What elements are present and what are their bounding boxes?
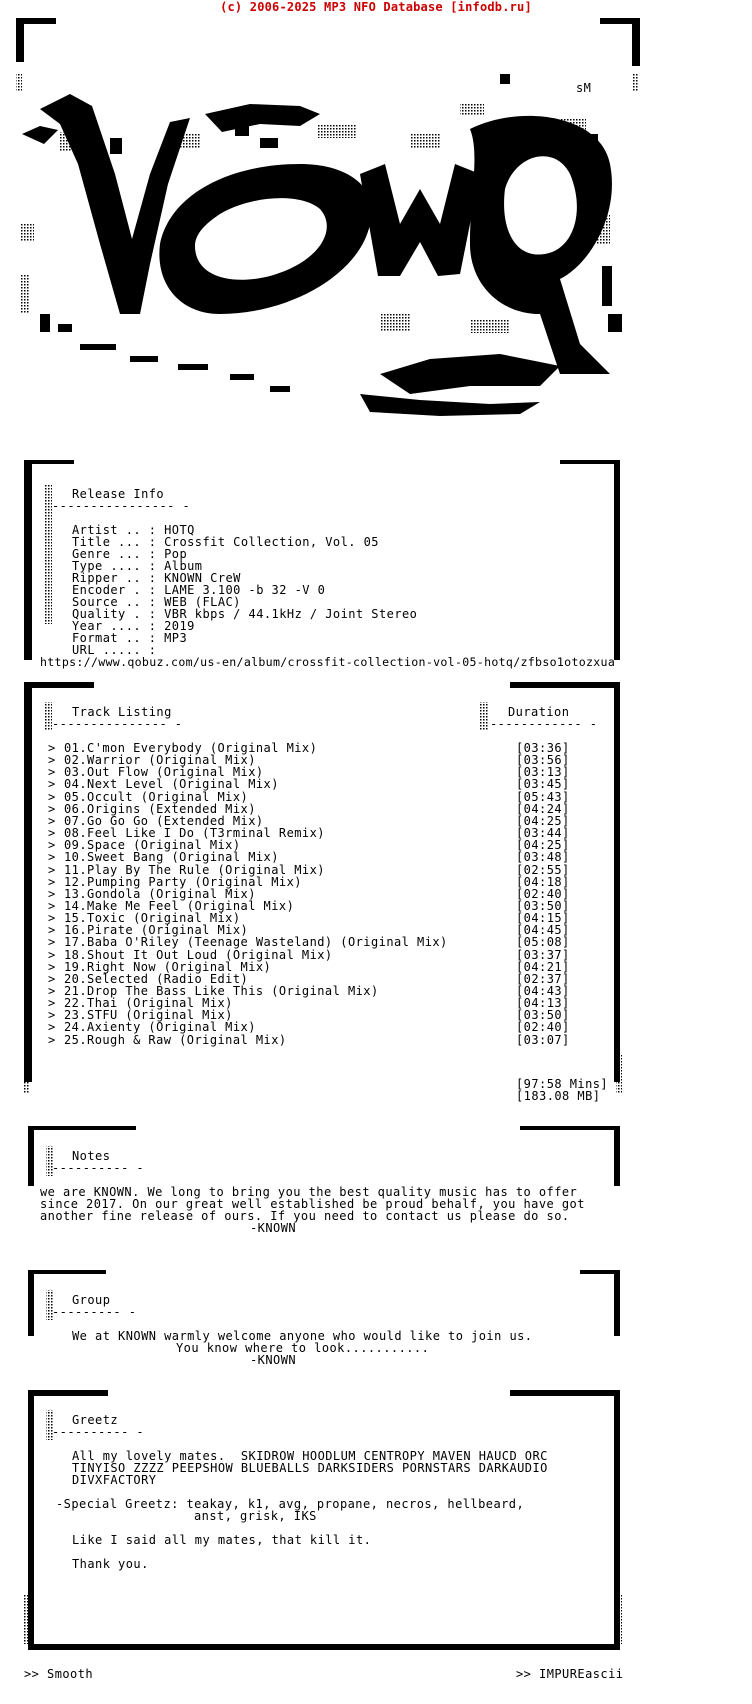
track-name: 25.Rough & Raw (Original Mix)	[64, 1032, 287, 1047]
track-duration: [03:56]	[516, 753, 570, 768]
track-name: 21.Drop The Bass Like This (Original Mix)	[64, 984, 379, 998]
track-bullet: >	[48, 1020, 56, 1035]
notes-line-3: another fine release of ours. If you need to contact us please do so.	[40, 1209, 570, 1223]
total-size: [183.08 MB]	[516, 1089, 601, 1103]
track-bullet: >	[48, 1008, 56, 1023]
track-bullet: >	[48, 898, 56, 913]
release-info-title: Release Info	[72, 487, 165, 501]
track-bullet: >	[48, 753, 56, 768]
release-info-encoder: Encoder . : LAME 3.100 -b 32 -V 0	[72, 583, 326, 597]
track-name: 22.Thai (Original Mix)	[64, 996, 233, 1011]
track-name: 02.Warrior (Original Mix)	[64, 753, 256, 768]
track-duration: [05:43]	[516, 789, 570, 804]
track-bullet: >	[48, 777, 56, 792]
notes-line-2: since 2017. On our great well established be proud behalf, you have got	[40, 1197, 585, 1211]
track-bullet: >	[48, 741, 56, 755]
track-duration: [03:36]	[516, 741, 570, 755]
track-bullet: >	[48, 984, 56, 998]
group-line-1: We at KNOWN warmly welcome anyone who would like to join us.	[72, 1329, 533, 1343]
track-duration: [03:07]	[516, 1032, 570, 1047]
track-bullet: >	[48, 911, 56, 926]
track-bullet: >	[48, 862, 56, 877]
track-duration: [04:13]	[516, 996, 570, 1011]
track-name: 01.C'mon Everybody (Original Mix)	[64, 741, 318, 755]
greetz-outro: Like I said all my mates, that kill it.	[72, 1533, 372, 1547]
track-duration: [02:37]	[516, 971, 570, 986]
release-info-genre: Genre ... : Pop	[72, 547, 188, 561]
track-bullet: >	[48, 923, 56, 938]
logo-tag: sM	[576, 81, 592, 95]
site-header: (c) 2006-2025 MP3 NFO Database [infodb.ru]	[220, 0, 532, 14]
greetz-line-2: TINYISO ZZZZ PEEPSHOW BLUEBALLS DARKSIDERS PORNSTARS DARKAUDIO	[72, 1461, 548, 1475]
track-name: 05.Occult (Original Mix)	[64, 789, 249, 804]
release-info-source: Source .. : WEB (FLAC)	[72, 595, 241, 609]
track-bullet: >	[48, 789, 56, 804]
frame-group	[28, 1270, 620, 1336]
track-name: 17.Baba O'Riley (Teenage Wasteland) (Original Mix)	[64, 935, 448, 950]
greetz-line-1: All my lovely mates. SKIDROW HOODLUM CENTROPY MAVEN HAUCD ORC	[72, 1449, 548, 1463]
track-bullet: >	[48, 874, 56, 889]
track-duration: [02:40]	[516, 886, 570, 901]
duration-title: Duration	[508, 705, 570, 719]
group-underline: --------- -	[52, 1305, 137, 1319]
track-name: 09.Space (Original Mix)	[64, 838, 241, 853]
track-name: 16.Pirate (Original Mix)	[64, 923, 249, 938]
track-name: 04.Next Level (Original Mix)	[64, 777, 279, 792]
track-name: 10.Sweet Bang (Original Mix)	[64, 850, 279, 865]
track-name: 23.STFU (Original Mix)	[64, 1008, 233, 1023]
group-title: Group	[72, 1293, 111, 1307]
track-duration: [03:13]	[516, 765, 570, 780]
track-listing-underline: --------------- -	[52, 717, 183, 731]
track-duration: [05:08]	[516, 935, 570, 950]
track-name: 14.Make Me Feel (Original Mix)	[64, 898, 295, 913]
track-duration: [04:24]	[516, 801, 570, 816]
track-name: 13.Gondola (Original Mix)	[64, 886, 256, 901]
track-name: 07.Go Go Go (Extended Mix)	[64, 813, 264, 828]
duration-underline: ------------ -	[490, 717, 598, 731]
track-duration: [03:45]	[516, 777, 570, 792]
nfo-document	[0, 14, 752, 1704]
frame-notes	[28, 1126, 620, 1186]
group-line-2: You know where to look...........	[176, 1341, 430, 1355]
track-name: 19.Right Now (Original Mix)	[64, 959, 272, 974]
track-duration: [04:18]	[516, 874, 570, 889]
track-name: 15.Toxic (Original Mix)	[64, 911, 241, 926]
track-bullet: >	[48, 971, 56, 986]
track-duration: [03:48]	[516, 850, 570, 865]
release-url-link[interactable]: https://www.qobuz.com/us-en/album/crossfit-collection-vol-05-hotq/zfbso1otozxua	[40, 655, 616, 669]
track-duration: [03:50]	[516, 1008, 570, 1023]
notes-line-1: we are KNOWN. We long to bring you the best quality music has to offer	[40, 1185, 578, 1199]
greetz-underline: ---------- -	[52, 1425, 145, 1439]
track-bullet: >	[48, 850, 56, 865]
release-info-year: Year .... : 2019	[72, 619, 195, 633]
release-info-artist: Artist .. : HOTQ	[72, 523, 195, 537]
release-info-url-label: URL ..... :	[72, 643, 157, 657]
track-bullet: >	[48, 947, 56, 962]
track-name: 08.Feel Like I Do (T3rminal Remix)	[64, 826, 325, 841]
total-time: [97:58 Mins]	[516, 1077, 609, 1091]
greetz-thanks: Thank you.	[72, 1557, 149, 1571]
notes-underline: ---------- -	[52, 1161, 145, 1175]
track-name: 06.Origins (Extended Mix)	[64, 801, 256, 816]
track-bullet: >	[48, 765, 56, 780]
track-duration: [04:45]	[516, 923, 570, 938]
track-name: 03.Out Flow (Original Mix)	[64, 765, 264, 780]
track-duration: [03:37]	[516, 947, 570, 962]
greetz-title: Greetz	[72, 1413, 119, 1427]
track-bullet: >	[48, 935, 56, 950]
track-bullet: >	[48, 886, 56, 901]
track-name: 12.Pumping Party (Original Mix)	[64, 874, 302, 889]
track-duration: [04:15]	[516, 911, 570, 926]
release-info-quality: Quality . : VBR kbps / 44.1kHz / Joint Stereo	[72, 607, 418, 621]
track-duration: [02:55]	[516, 862, 570, 877]
track-duration: [04:25]	[516, 838, 570, 853]
logo-frame	[16, 18, 640, 95]
track-bullet: >	[48, 959, 56, 974]
release-info-type: Type .... : Album	[72, 559, 203, 573]
track-duration: [04:25]	[516, 813, 570, 828]
track-bullet: >	[48, 838, 56, 853]
release-info-underline: ---------------- -	[52, 499, 191, 513]
group-sign: -KNOWN	[250, 1353, 297, 1367]
track-name: 24.Axienty (Original Mix)	[64, 1020, 256, 1035]
footer-right: >> IMPUREascii	[516, 1667, 624, 1681]
track-name: 20.Selected (Radio Edit)	[64, 971, 249, 986]
track-duration: [04:21]	[516, 959, 570, 974]
notes-sign: -KNOWN	[250, 1221, 297, 1235]
track-name: 18.Shout It Out Loud (Original Mix)	[64, 947, 333, 962]
footer-left: >> Smooth	[24, 1667, 94, 1681]
greetz-line-3: DIVXFACTORY	[72, 1473, 157, 1487]
track-duration: [02:40]	[516, 1020, 570, 1035]
release-info-title-line: Title ... : Crossfit Collection, Vol. 05	[72, 535, 379, 549]
track-name: 11.Play By The Rule (Original Mix)	[64, 862, 325, 877]
track-bullet: >	[48, 826, 56, 841]
track-bullet: >	[48, 813, 56, 828]
track-duration: [03:50]	[516, 898, 570, 913]
track-listing-title: Track Listing	[72, 705, 172, 719]
greetz-special-2: anst, grisk, IKS	[194, 1509, 317, 1523]
greetz-special-1: -Special Greetz: teakay, k1, avg, propane, necros, hellbeard,	[56, 1497, 525, 1511]
notes-title: Notes	[72, 1149, 111, 1163]
track-bullet: >	[48, 1032, 56, 1047]
track-duration: [03:44]	[516, 826, 570, 841]
release-info-format: Format .. : MP3	[72, 631, 188, 645]
track-duration: [04:43]	[516, 984, 570, 998]
track-bullet: >	[48, 996, 56, 1011]
release-info-ripper: Ripper .. : KNOWN CreW	[72, 571, 241, 585]
track-bullet: >	[48, 801, 56, 816]
